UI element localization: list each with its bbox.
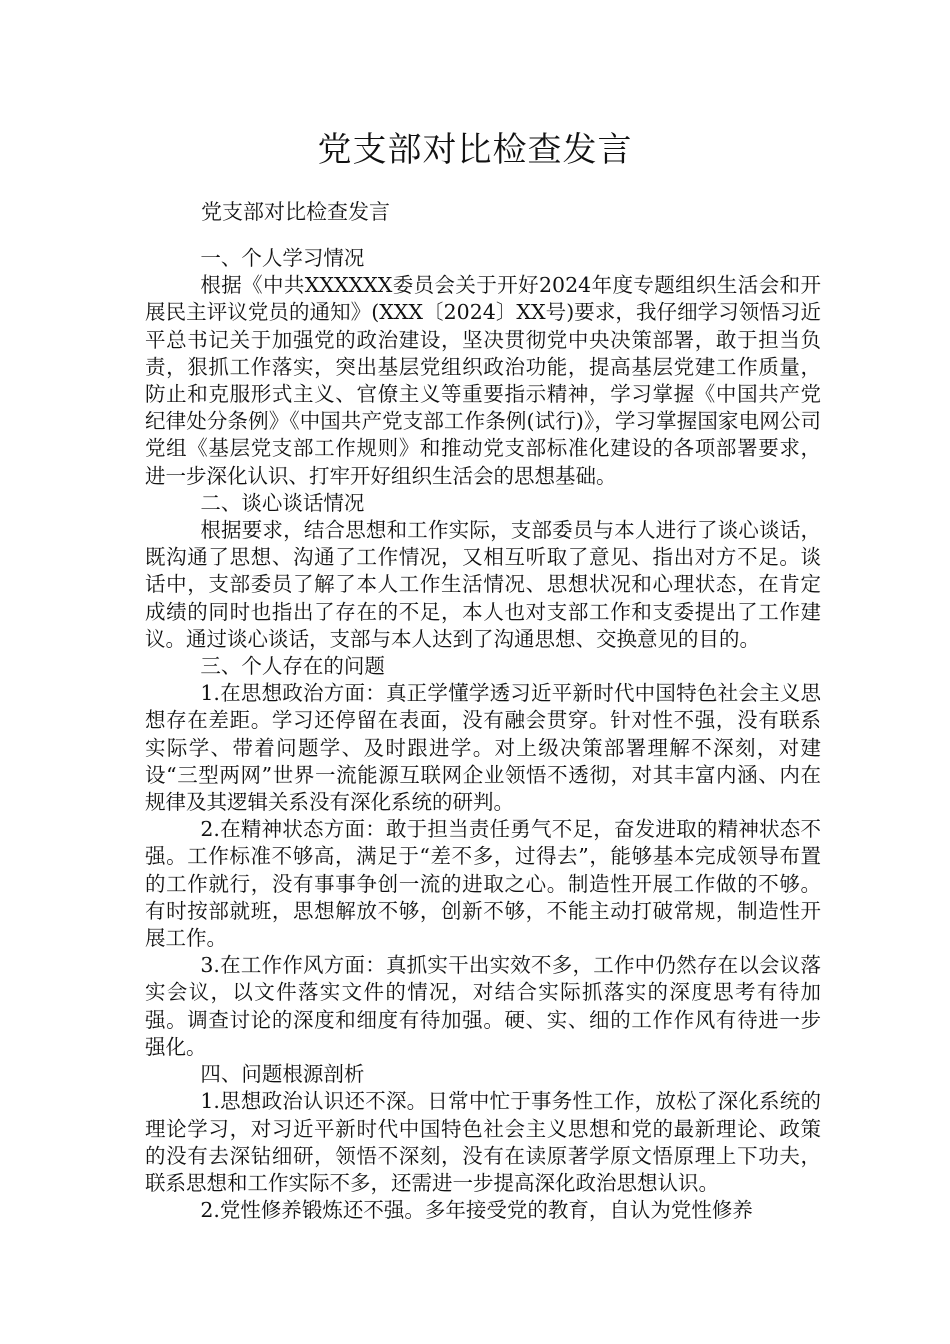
section-heading-problems: 三、个人存在的问题 bbox=[200, 654, 385, 679]
section-heading-study: 一、个人学习情况 bbox=[200, 246, 365, 270]
paragraph-problem-political: 1.在思想政治方面：真正学懂学透习近平新时代中国特色社会主义思想存在差距。学习还停留在表面，没有融会贯穿。针对性不强，没有联系实际学、带着问题学、及时跟进学。对上级决策部署理解不深刻，对建设“三型两网”世界一流能源互联网企业领悟不透彻，对其丰富内涵、内在规律及其逻辑关系没有深化系统的研判。 bbox=[145, 681, 821, 815]
paragraph-cause-party-spirit: 2.党性修养锻炼还不强。多年接受党的教育，自认为党性修养 bbox=[200, 1198, 753, 1223]
document-body bbox=[145, 245, 821, 1224]
section-heading-root-cause: 四、问题根源剖析 bbox=[200, 1062, 365, 1087]
document-title: 党支部对比检查发言 bbox=[317, 130, 633, 170]
paragraph-cause-political: 1.思想政治认识还不深。日常中忙于事务性工作，放松了深化系统的理论学习，对习近平新时代中国特色社会主义思想和党的最新理论、政策的没有去深钻细研，领悟不深刻，没有在读原著学原文悟原理上下功夫，联系思想和工作实际不多，还需进一步提高深化政治思想认识。 bbox=[145, 1089, 821, 1195]
document-subtitle: 党支部对比检查发言 bbox=[201, 200, 390, 224]
paragraph-problem-spirit: 2.在精神状态方面：敢于担当责任勇气不足，奋发进取的精神状态不强。工作标准不够高，满足于“差不多，过得去”，能够基本完成领导布置的工作就行，没有事事争创一流的进取之心。制造性开展工作做的不够。有时按部就班，思想解放不够，创新不够，不能主动打破常规，制造性开展工作。 bbox=[145, 817, 821, 951]
paragraph-study: 根据《中共XXXXXX委员会关于开好2024年度专题组织生活会和开展民主评议党员的通知》(XXX〔2024〕XX号)要求，我仔细学习领悟习近平总书记关于加强党的政治建设，坚决贯彻党中央决策部署，敢于担当负责，狠抓工作落实，突出基层党组织政治功能，提高基层党建工作质量，防止和克服形式主义、官僚主义等重要指示精神，学习掌握《中国共产党纪律处分条例》《中国共产党支部工作条例(试行)》，学习掌握国家电网公司党组《基层党支部工作规则》和推动党支部标准化建设的各项部署要求，进一步深化认识、打牢开好组织生活会的思想基础。 bbox=[145, 273, 821, 488]
section-heading-talk: 二、谈心谈话情况 bbox=[200, 490, 365, 515]
paragraph-problem-style: 3.在工作作风方面：真抓实干出实效不多，工作中仍然存在以会议落实会议，以文件落实文件的情况，对结合实际抓落实的深度思考有待加强。调查讨论的深度和细度有待加强。硬、实、细的工作作风有待进一步强化。 bbox=[145, 953, 821, 1059]
paragraph-talk: 根据要求，结合思想和工作实际，支部委员与本人进行了谈心谈话，既沟通了思想、沟通了工作情况，又相互听取了意见、指出对方不足。谈话中，支部委员了解了本人工作生活情况、思想状况和心理状态，在肯定成绩的同时也指出了存在的不足，本人也对支部工作和支委提出了工作建议。通过谈心谈话，支部与本人达到了沟通思想、交换意见的目的。 bbox=[145, 518, 821, 651]
